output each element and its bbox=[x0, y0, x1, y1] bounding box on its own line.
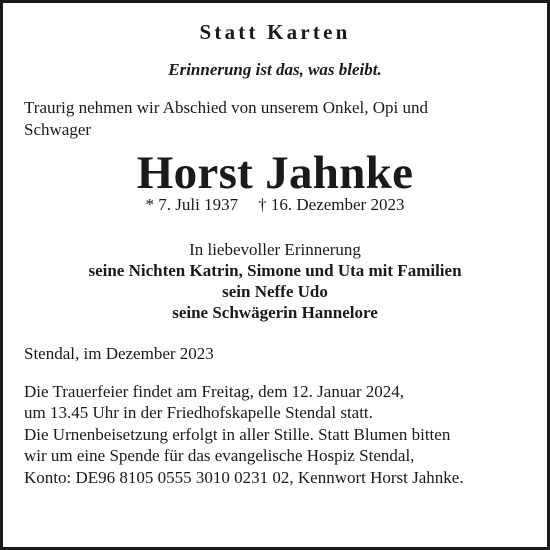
mourner-line: seine Nichten Katrin, Simone und Uta mit Familien bbox=[88, 261, 462, 280]
birth-date: * 7. Juli 1937 bbox=[145, 195, 239, 214]
mourner-line: sein Neffe Udo bbox=[222, 282, 328, 301]
service-line: wir um eine Spende für das evangelische Hospiz Stendal, bbox=[24, 446, 415, 466]
death-date: † 16. Dezember 2023 bbox=[258, 195, 405, 214]
mourner-line: seine Schwägerin Hannelore bbox=[172, 303, 378, 322]
service-details bbox=[24, 381, 526, 488]
motto: Erinnerung ist das, was bleibt. bbox=[168, 60, 382, 79]
service-line: Die Urnenbeisetzung erfolgt in aller Stille. Statt Blumen bitten bbox=[24, 424, 451, 444]
service-line: um 13.45 Uhr in der Friedhofskapelle Stendal statt. bbox=[24, 403, 373, 423]
mourners-lead: In liebevoller Erinnerung bbox=[189, 240, 361, 259]
place-and-date: Stendal, im Dezember 2023 bbox=[24, 344, 214, 363]
mourners-block bbox=[24, 239, 526, 323]
intro-line: Schwager bbox=[24, 120, 92, 139]
service-line: Konto: DE96 8105 0555 3010 0231 02, Kennwort Horst Jahnke. bbox=[24, 467, 464, 487]
deceased-name: Horst Jahnke bbox=[136, 147, 414, 199]
intro-text bbox=[24, 97, 526, 141]
intro-line: Traurig nehmen wir Abschied von unserem Onkel, Opi und bbox=[24, 98, 429, 117]
notice-heading: Statt Karten bbox=[199, 20, 351, 44]
service-line: Die Trauerfeier findet am Freitag, dem 12. Januar 2024, bbox=[24, 382, 405, 401]
life-dates bbox=[24, 195, 526, 215]
